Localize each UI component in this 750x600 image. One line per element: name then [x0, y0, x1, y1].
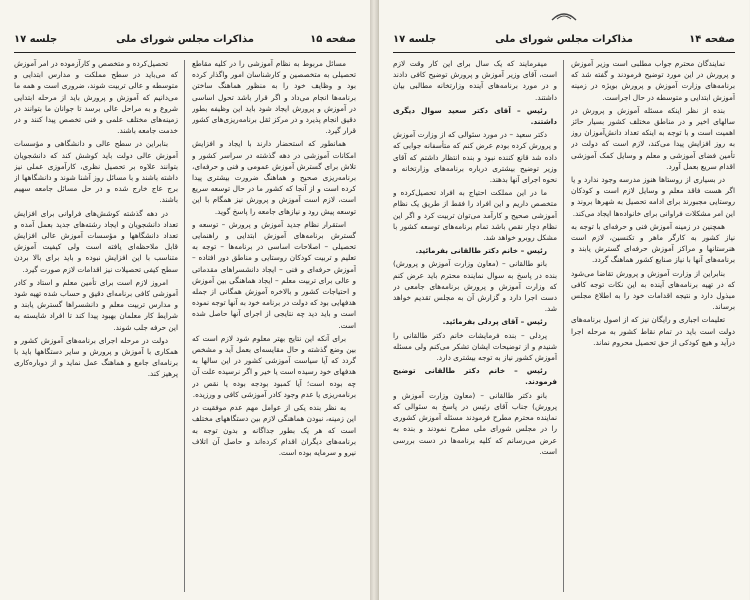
book-gutter — [370, 0, 378, 600]
left-page-column-right — [192, 58, 356, 596]
left-page-session: جلسه ۱۷ — [14, 34, 58, 45]
paragraph: بنابراین از وزارت آموزش و پرورش تقاضا می‌شود که در تهیه برنامه‌های آینده به این نکات توجه کافی مبذول دارد و نتیجه اقدامات خود را به اطلاع مجلس برساند. — [571, 268, 735, 312]
paragraph: به نظر بنده یکی از عوامل مهم عدم موفقیت در این زمینه، نبودن هماهنگی لازم بین دستگاههای مختلف است که هر یک بطور جداگانه و بدون توجه به برنامه‌های دیگران اقدام کرده‌اند و حاصل آن اتلاف نیرو و سرمایه بوده است. — [192, 403, 356, 457]
paragraph: امروز لازم است برای تأمین معلم و استاد و کادر آموزشی کافی برنامه‌ای دقیق و حساب شده تهیه شود و مدارس تربیت معلم و دانشسراها گسترش یابند و شرایط کار معلمان بهبود پیدا کند تا افراد شایسته به این حرفه جلب شوند. — [14, 277, 178, 332]
paragraph: همچنین در زمینه آموزش فنی و حرفه‌ای با توجه به نیاز کشور به کارگر ماهر و تکنسین، لازم است هنرستانها و مراکز آموزش حرفه‌ای گسترش یابند و برنامه‌های آنها با نیاز صنایع کشور هماهنگ گردد. — [571, 221, 735, 265]
speaker-line: رئیس – آقای دکتر سعید سوال دیگری داشتند. — [393, 105, 557, 127]
paragraph: بانو دکتر طالقانی – (معاون وزارت آموزش و پرورش) جناب آقای رئیس در پاسخ به سئوالی که نماینده محترم مطرح فرمودند مسئله آموزش کشوری را در مجلس شورای ملی مطرح نمودند و بنده به عرض می‌رسانم که کلیه برنامه‌ها در دست بررسی است. — [393, 390, 557, 456]
right-page — [378, 0, 749, 600]
paragraph: دکتر سعید – در مورد سئوالی که از وزارت آموزش و پرورش کرده بودم عرض کنم که متأسفانه جوابی که داده شد قانع کننده نبود و بنده انتظار داشتم که آقای وزیر توضیح بیشتری درباره برنامه‌های وزارتخانه و نحوه اجرای آنها بدهند. — [393, 130, 557, 185]
paragraph: همانطور که استحضار دارند با ایجاد و افزایش امکانات آموزشی در دهه گذشته در سراسر کشور و تلاش برای گسترش آموزش عمومی و فنی و حرفه‌ای، برنامه‌ریزی صحیح و هماهنگ ضرورت بیشتری پیدا کرده است و از آنجا که کشور ما در حال توسعه سریع است، لازم است آموزش و پرورش نیز همگام با این توسعه پیش رود و نیازهای جامعه را پاسخ گوید. — [192, 139, 356, 216]
speaker-line: رئیس – آقای پردلی بفرمائید. — [442, 317, 547, 327]
binding-clip-icon — [549, 10, 579, 24]
paragraph: میفرمایند که یک سال برای این کار وقت لازم است، آقای وزیر آموزش و پرورش توضیح کافی دادند و در مورد برنامه‌های آینده وزارتخانه مطالبی بیان داشتند. — [393, 59, 557, 102]
paragraph: بنابراین در سطح عالی و دانشگاهی و مؤسسات آموزش عالی دولت باید کوشش کند که دانشجویان بتوانند علاوه بر تحصیل نظری، کارآموزی عملی نیز داشته باشند و با مسائل روز آشنا شوند و دانشگاهها از برج عاج خارج شده و در حل مسائل جامعه سهیم باشند. — [14, 139, 178, 205]
left-page-title: مذاکرات مجلس شورای ملی — [116, 34, 254, 45]
paragraph: استقرار نظام جدید آموزش و پرورش – توسعه و گسترش برنامه‌های آموزش ابتدایی و راهنمایی تحصیلی – اصلاحات اساسی در برنامه‌ها – توجه به تعلیم و تربیت کودکان روستایی و مناطق دور افتاده – آموزش حرفه‌ای و فنی – ایجاد دانشسراهای مقدماتی و عالی برای تربیت معلم – ایجاد هماهنگی بین آموزش و احتیاجات کشور و بالاخره آموزش همگانی از جمله هدفهایی بود که دولت در برنامه خود به آنها توجه نموده است و باید دید چه نتایجی از اجرای آنها حاصل شده است. — [192, 219, 356, 330]
paragraph: نمایندگان محترم جواب مطلبی است وزیر آموزش و پرورش در این مورد توضیح فرمودند و گفته شد که برنامه‌های وزارت آموزش و پرورش بویژه در زمینه آموزش ابتدایی و متوسطه در حال اجراست. — [571, 59, 735, 102]
right-page-column-right — [571, 58, 735, 596]
paragraph: در دهه گذشته کوشش‌های فراوانی برای افزایش تعداد دانشجویان و ایجاد رشته‌های جدید بعمل آمده و تعداد دانشگاهها و مؤسسات آموزش عالی افزایش قابل ملاحظه‌ای یافته است ولی کیفیت آموزش متناسب با این افزایش نبوده و باید برای بالا بردن سطح کیفی تحصیلات نیز اقدامات لازم صورت گیرد. — [14, 208, 178, 274]
paragraph: بانو طالقانی – (معاون وزارت آموزش و پرورش) بنده در پاسخ به سوال نماینده محترم باید عرض کنم که وزارت آموزش و پرورش برنامه‌های جامعی در دست اجرا دارد و گزارش آن به مجلس تقدیم خواهد شد. — [393, 259, 557, 314]
paragraph: مسائل مربوط به نظام آموزشی را در کلیه مقاطع تحصیلی به متخصصین و کارشناسان امور واگذار کرده بود و وظایف خود را به منظور هماهنگ ساختن برنامه‌ها انجام می‌داد و اگر قرار باشد تحول اساسی در آموزش و پرورش ایجاد شود باید این وظیفه بطور دقیق انجام پذیرد و در مرکز ثقل برنامه‌ریزی‌های کشور قرار گیرد. — [192, 59, 356, 136]
left-header-rule — [14, 52, 356, 53]
right-header-rule — [393, 52, 735, 53]
left-page-number: صفحه ۱۵ — [310, 34, 356, 45]
left-page-column-left — [14, 58, 178, 596]
paragraph: ما در این مملکت احتیاج به افراد تحصیل‌کرده و متخصص داریم و این افراد را فقط از طریق یک نظام آموزشی صحیح و کارآمد می‌توان تربیت کرد و اگر این نظام دچار نقص باشد تمام برنامه‌های توسعه کشور با مشکل روبرو خواهد شد. — [393, 188, 557, 243]
paragraph: در بسیاری از روستاها هنوز مدرسه وجود ندارد و یا اگر هست فاقد معلم و وسایل لازم است و کودکان روستایی مجبورند برای ادامه تحصیل به شهرها بروند و این امر مشکلات فراوانی برای خانواده‌ها ایجاد می‌کند. — [571, 175, 735, 218]
right-column-divider — [563, 60, 564, 592]
right-page-session: جلسه ۱۷ — [393, 34, 437, 45]
speaker-line: رئیس – خانم دکتر طالقانی توضیح فرمودند. — [393, 366, 557, 387]
paragraph: برای آنکه این نتایج بهتر معلوم شود لازم است که بین وضع گذشته و حال مقایسه‌ای بعمل آید و مشخص گردد که آیا سیاست آموزشی کشور در این سالها به هدفهای خود رسیده است یا خیر و اگر نرسیده علت آن چه بوده است؛ آیا کمبود بودجه بوده یا نقص در برنامه‌ریزی یا عدم وجود کادر آموزشی کافی و ورزیده. — [192, 333, 356, 399]
left-column-divider — [184, 60, 185, 592]
paragraph: تحصیل‌کرده و متخصص و کارآزموده در امر آموزش که می‌باید در سطح مملکت و مدارس ابتدایی و متوسطه و عالی تربیت شوند، ضروری است و همه ما می‌دانیم که آموزش و پرورش باید از مرحله ابتدایی شروع و به مراحل عالی برسد تا جوانان ما بتوانند در زمینه‌های مختلف علمی و فنی تخصص پیدا کنند و در خدمت جامعه باشند. — [14, 59, 178, 136]
paragraph: دولت در مرحله اجرای برنامه‌های آموزش کشور و همکاری با آموزش و پرورش و سایر دستگاهها باید با برنامه‌ای جامع و هماهنگ عمل نماید و از دوباره‌کاری پرهیز کند. — [14, 335, 178, 379]
right-page-column-left — [393, 58, 557, 596]
right-page-title: مذاکرات مجلس شورای ملی — [495, 34, 633, 45]
right-page-header — [393, 34, 735, 50]
paragraph: بنده از نظر اینکه مسئله آموزش و پرورش در سالهای اخیر و در مناطق مختلف کشور بسیار حائز اهمیت است و با توجه به اینکه تعداد دانش‌آموزان روز به روز افزایش پیدا می‌کند، لازم است که دولت در تأمین فضای آموزشی و معلم و وسایل کمک آموزشی اقدام سریع بعمل آورد. — [571, 105, 735, 171]
right-page-number: صفحه ۱۴ — [689, 34, 735, 45]
left-page-header — [14, 34, 356, 50]
left-page — [0, 0, 371, 600]
paragraph: پردلی – بنده فرمایشات خانم دکتر طالقانی را شنیدم و از توضیحات ایشان تشکر می‌کنم ولی مسئله آموزش کشور نیاز به توجه بیشتری دارد. — [393, 330, 557, 363]
paragraph: تعلیمات اجباری و رایگان نیز که از اصول برنامه‌های دولت است باید در تمام نقاط کشور به مرحله اجرا درآید و هیچ کودکی از حق تحصیل محروم نماند. — [571, 315, 735, 347]
speaker-line: رئیس – خانم دکتر طالقانی بفرمائید. — [415, 246, 547, 256]
